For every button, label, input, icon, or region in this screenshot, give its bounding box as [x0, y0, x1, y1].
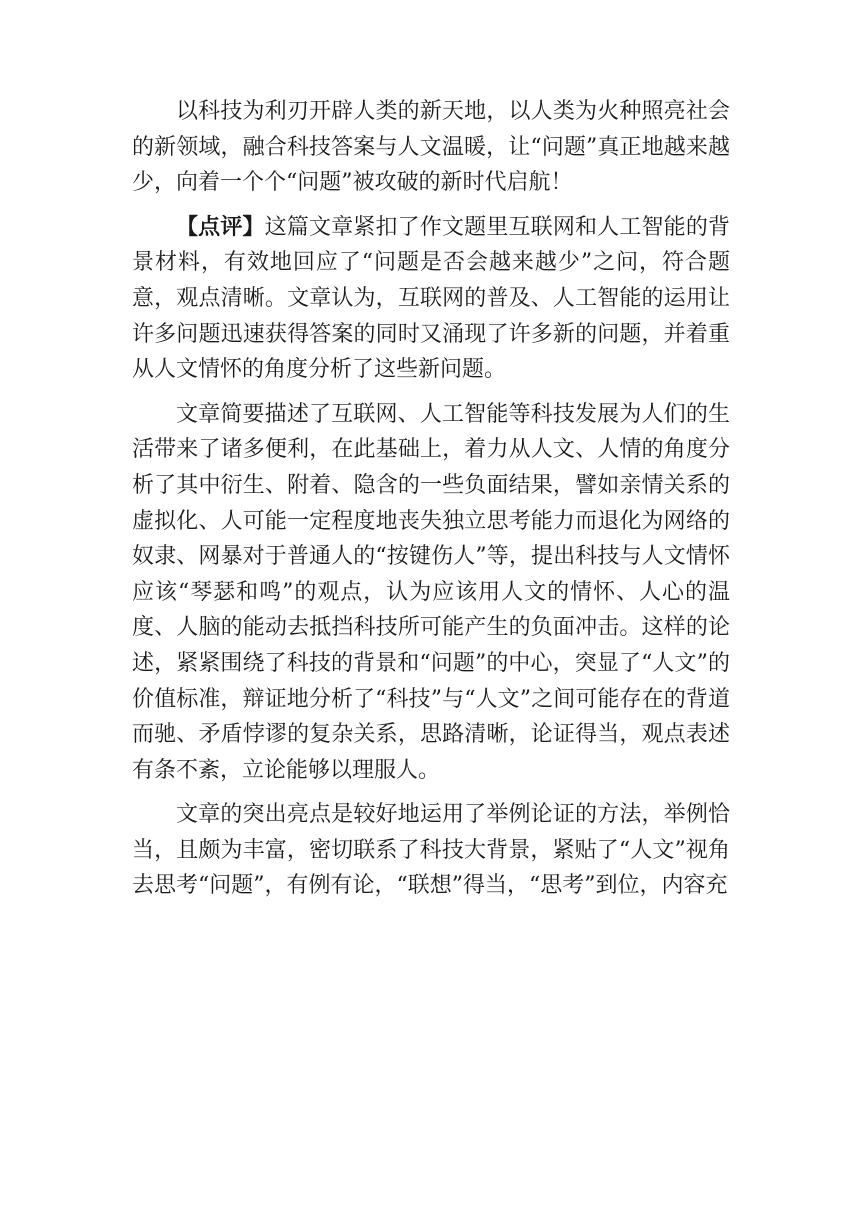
comment-label: 【点评】 — [176, 213, 265, 240]
paragraph-analysis — [132, 397, 730, 789]
paragraph-highlight — [132, 797, 730, 904]
paragraph-text: 文章简要描述了互联网、人工智能等科技发展为人们的生活带来了诸多便利，在此基础上，着力从人文、人情的角度分析了其中衍生、附着、隐含的一些负面结果，譬如亲情关系的虚拟化、人可能一定程度地丧失独立思考能力而退化为网络的奴隶、网暴对于普通人的“按键伤人”等，提出科技与人文情怀应该“琴瑟和鸣”的观点，认为应该用人文的情怀、人心的温度、人脑的能动去抵挡科技所可能产生的负面冲击。这样的论述，紧紧围绕了科技的背景和“问题”的中心，突显了“人文”的价值标准，辩证地分析了“科技”与“人文”之间可能存在的背道而驰、矛盾悖谬的复杂关系，思路清晰，论证得当，观点表述有条不紊，立论能够以理服人。 — [132, 401, 730, 783]
paragraph-text: 这篇文章紧扣了作文题里互联网和人工智能的背景材料，有效地回应了“问题是否会越来越少”之问，符合题意，观点清晰。文章认为，互联网的普及、人工智能的运用让许多问题迅速获得答案的同时又涌现了许多新的问题，并着重从人文情怀的角度分析了这些新问题。 — [132, 214, 730, 383]
paragraph-comment — [132, 210, 730, 388]
paragraph-text: 文章的突出亮点是较好地运用了举例论证的方法，举例恰当，且颇为丰富，密切联系了科技大背景，紧贴了“人文”视角去思考“问题”，有例有论，“联想”得当，“思考”到位，内容充 — [132, 802, 730, 899]
paragraph-conclusion — [132, 94, 730, 201]
document-page — [132, 94, 730, 904]
paragraph-text: 以科技为利刃开辟人类的新天地，以人类为火种照亮社会的新领域，融合科技答案与人文温暖，让“问题”真正地越来越少，向着一个个“问题”被攻破的新时代启航！ — [132, 99, 730, 196]
